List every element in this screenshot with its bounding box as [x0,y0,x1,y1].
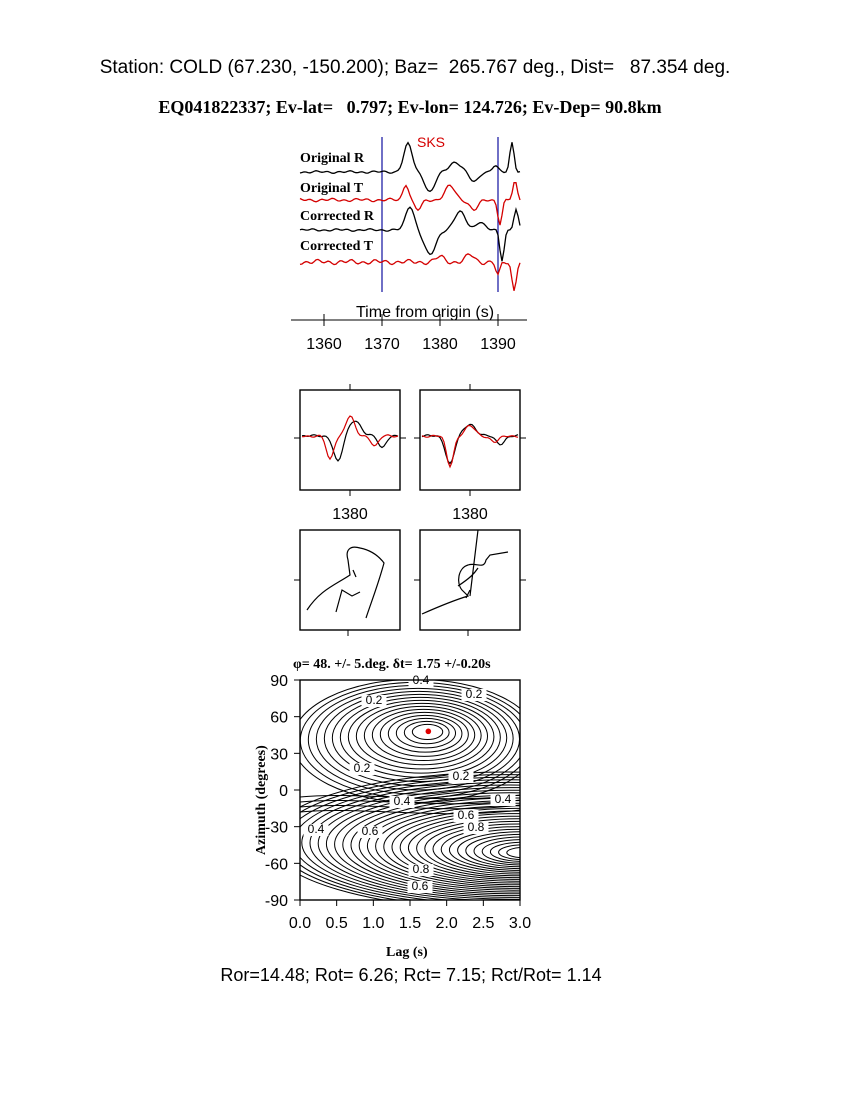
azimuth-tick-label: -30 [264,819,288,837]
contour-lower [474,837,570,865]
azimuth-tick-label: 30 [270,746,288,764]
contour-label: 0.4 [393,794,411,808]
contour-label: 0.4 [412,673,430,687]
contour-lower [490,842,556,861]
contour-label: 0.8 [412,862,430,876]
waveform-black-2 [422,424,518,463]
time-tick-label: 1370 [364,336,400,353]
azimuth-tick-label: 90 [270,673,288,690]
lag-tick-label: 2.5 [472,915,495,932]
wave-tick-label: 1380 [452,506,488,523]
contour-label: 0.2 [353,761,371,775]
waveform-panels [294,384,526,523]
trace-label-original-t: Original T [300,181,364,196]
contour-upper [388,715,462,752]
trace-label-original-r: Original R [300,151,365,166]
particle-path-corrected [422,530,508,614]
seismogram-panel [291,134,527,353]
contour-lower [458,832,584,869]
azimuth-tick-label: 0 [279,783,288,800]
contour-label: 0.6 [361,824,379,838]
trace-label-corrected-t: Corrected T [300,239,373,254]
particle-box-corrected [420,530,520,630]
grid-search-title: φ= 48. +/- 5.deg. δt= 1.75 +/-0.20s [293,657,491,672]
trace-label-corrected-r: Corrected R [300,209,374,224]
lag-axis-label: Lag (s) [386,945,428,960]
event-header: EQ041822337; Ev-lat= 0.797; Ev-lon= 124.726; Ev-Dep= 90.8km [158,97,662,117]
trace-line-4 [300,254,520,291]
azimuth-tick-label: -90 [264,893,288,910]
particle-motion-panels [294,530,526,636]
contour-lower [499,845,549,860]
contour-label: 0.4 [307,822,325,836]
best-fit-marker [426,729,432,735]
azimuth-axis-label: Azimuth (degrees) [254,745,269,855]
waveform-red-2 [422,426,518,467]
azimuth-tick-label: 60 [270,709,288,727]
time-tick-label: 1390 [480,336,516,353]
contour-label: 0.8 [467,820,485,834]
time-tick-label: 1360 [306,336,342,353]
particle-path-original [307,547,384,618]
phase-label: SKS [417,134,446,150]
azimuth-tick-label: -60 [264,856,288,874]
contour-lower [507,847,542,857]
contour-lower [482,840,563,864]
waveform-box-original [300,390,400,490]
contour-label: 0.2 [365,693,383,707]
time-axis-label: Time from origin (s) [356,304,495,321]
waveform-red-1 [302,416,398,459]
lag-tick-label: 1.5 [398,915,422,932]
time-tick-label: 1380 [422,336,458,353]
particle-box-original [300,530,400,630]
contour-upper [372,709,474,760]
waveform-black-1 [302,421,398,461]
grid-search-panel [254,657,745,960]
contour-upper [300,682,532,798]
lag-tick-label: 0.5 [325,915,348,932]
lag-tick-label: 1.0 [362,915,385,932]
contour-label: 0.2 [452,769,470,783]
lag-tick-label: 0.0 [288,915,312,932]
contour-label: 0.6 [457,808,475,822]
station-header: Station: COLD (67.230, -150.200); Baz= 265.767 deg., Dist= 87.354 deg. [99,57,731,78]
lag-tick-label: 2.0 [435,915,458,932]
contour-label: 0.4 [494,792,512,806]
lag-tick-label: 3.0 [508,915,532,932]
contour-label: 0.6 [411,879,429,893]
ratio-summary: Ror=14.48; Rot= 6.26; Rct= 7.15; Rct/Rot= 1.14 [220,965,602,985]
wave-tick-label: 1380 [332,506,368,523]
contour-label: 0.2 [465,687,483,701]
